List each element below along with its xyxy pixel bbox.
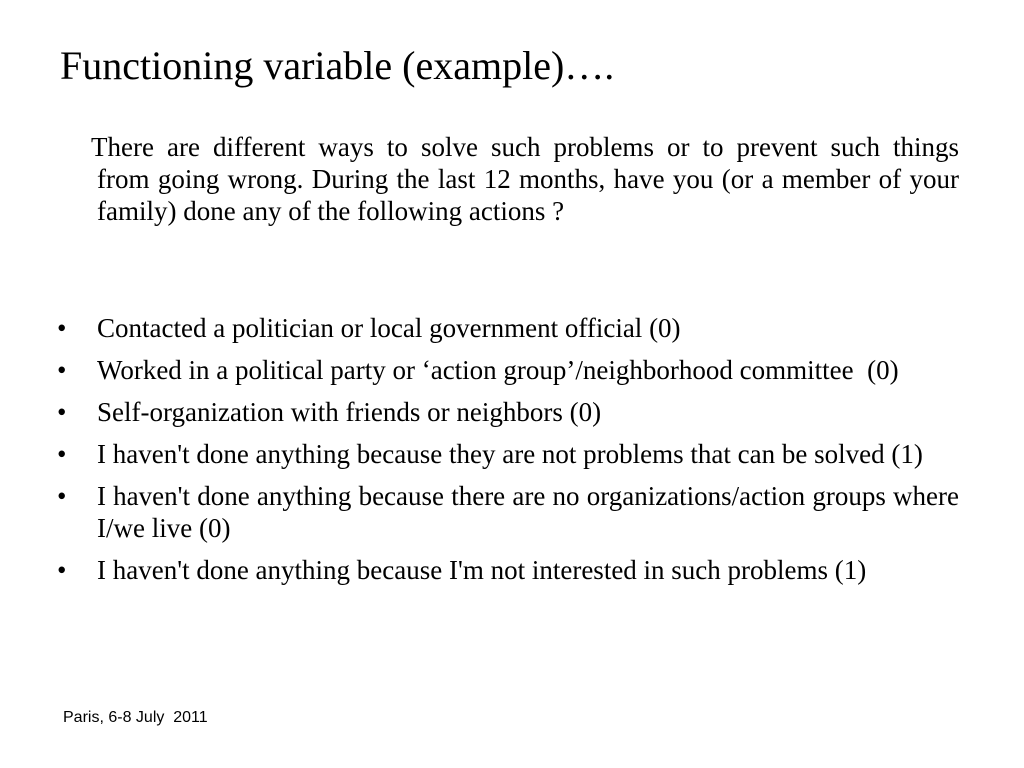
list-item [57,438,959,470]
bullet-icon: • [57,439,67,469]
footer-location-date: Paris, 6-8 July 2011 [63,709,208,726]
bullet-icon: • [57,481,67,511]
answer-options-list [57,312,959,596]
bullet-icon: • [57,355,67,385]
list-item-text: I haven't done anything because I'm not interested in such problems (1) [97,555,867,585]
list-item [57,480,959,544]
list-item-text: Contacted a politician or local government official (0) [97,313,681,343]
list-item [57,312,959,344]
bullet-icon: • [57,397,67,427]
list-item-text: I haven't done anything because there are no organizations/action groups where I/we live (0) [97,481,959,543]
list-item-text: Worked in a political party or ‘action group’/neighborhood committee (0) [97,355,899,385]
list-item [57,554,959,586]
list-item [57,396,959,428]
intro-question: There are different ways to solve such problems or to prevent such things from going wrong. During the last 12 months, have you (or a member of your family) done any of the following actions ? [91,132,993,226]
slide-title: Functioning variable (example)…. [60,43,615,88]
list-item [57,354,959,386]
list-item-text: Self-organization with friends or neighbors (0) [97,397,602,427]
bullet-icon: • [57,555,67,585]
list-item-text: I haven't done anything because they are not problems that can be solved (1) [97,439,923,469]
bullet-icon: • [57,313,67,343]
